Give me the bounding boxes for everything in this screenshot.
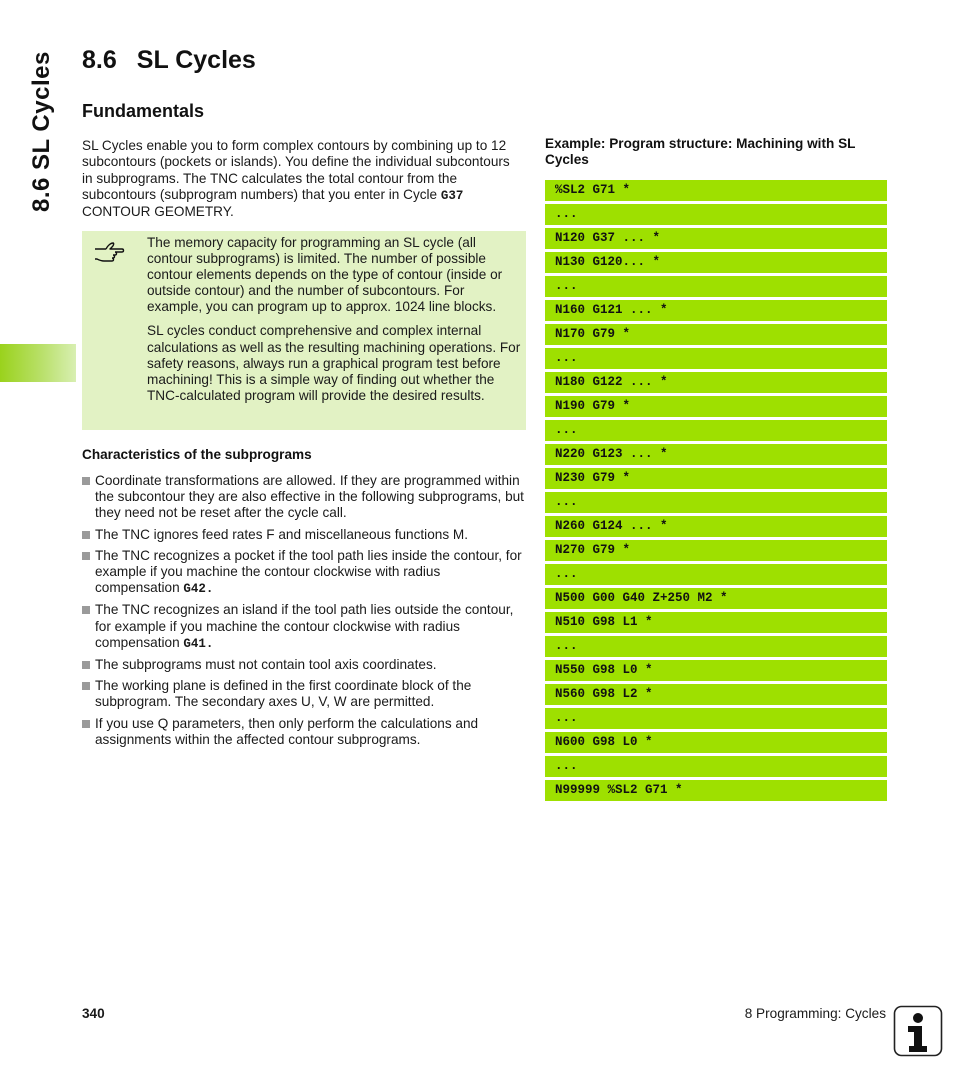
- code-line: ...: [545, 708, 887, 729]
- bullet-square-icon: [82, 477, 90, 485]
- list-item-text: If you use Q parameters, then only perform the calculations and assignments within the affected contour subprograms.: [95, 715, 479, 747]
- code-line: %SL2 G71 *: [545, 180, 887, 201]
- chapter-footer: 8 Programming: Cycles: [744, 1006, 886, 1021]
- code-line: N180 G122 ... *: [545, 372, 887, 393]
- code-line: N170 G79 *: [545, 324, 887, 345]
- list-item-text: Coordinate transformations are allowed. If they are programmed within the subcontour they are also effective in the following subprograms, but they need not be reset after the cycle call.: [95, 473, 524, 521]
- code-line: ...: [545, 276, 887, 297]
- bullet-square-icon: [82, 531, 90, 539]
- note-box: [82, 231, 526, 430]
- note-paragraph: SL cycles conduct comprehensive and complex internal calculations as well as the resulting machining operations. For safety reasons, always run a graphical program test before machining! This is a simple way of finding out whether the TNC-calculated program will provide the desired results.: [147, 323, 521, 403]
- list-item-text: The TNC recognizes a pocket if the tool path lies inside the contour, for example if you machine the contour clockwise with radius compensation: [95, 547, 522, 596]
- code-line: N230 G79 *: [545, 468, 887, 489]
- intro-code: G37: [440, 188, 464, 203]
- list-item-text: The working plane is defined in the first coordinate block of the subprogram. The secondary axes U, V, W are permitted.: [95, 678, 472, 710]
- code-line: N550 G98 L0 *: [545, 660, 887, 681]
- list-item: [82, 473, 526, 522]
- list-item: [82, 716, 526, 748]
- page-number: 340: [82, 1006, 105, 1021]
- side-chapter-tab: [0, 344, 76, 382]
- code-line: ...: [545, 564, 887, 585]
- bullet-square-icon: [82, 606, 90, 614]
- bullet-square-icon: [82, 720, 90, 728]
- list-item: [82, 527, 526, 543]
- code-line: N270 G79 *: [545, 540, 887, 561]
- code-line: ...: [545, 420, 887, 441]
- list-item: [82, 602, 526, 652]
- intro-paragraph: [82, 138, 524, 220]
- bullet-square-icon: [82, 661, 90, 669]
- intro-text: SL Cycles enable you to form complex contours by combining up to 12 subcontours (pockets or islands). You define the individual subcontours in subprograms. The TNC calculates the total contour from the subcontours (subprogram numbers) that you enter in Cycle: [82, 138, 510, 202]
- code-line: N510 G98 L1 *: [545, 612, 887, 633]
- list-item-text: The subprograms must not contain tool axis coordinates.: [95, 657, 437, 673]
- list-item-text: The TNC ignores feed rates F and miscellaneous functions M.: [95, 526, 468, 542]
- section-number: 8.6: [82, 46, 117, 74]
- bullet-square-icon: [82, 682, 90, 690]
- intro-text-end: CONTOUR GEOMETRY.: [82, 204, 234, 220]
- code-line: N130 G120... *: [545, 252, 887, 273]
- code-line: N190 G79 *: [545, 396, 887, 417]
- side-chapter-title: 8.6 SL Cycles: [28, 51, 55, 212]
- list-item-code: G42.: [183, 582, 214, 597]
- code-line: N260 G124 ... *: [545, 516, 887, 537]
- code-line: ...: [545, 636, 887, 657]
- code-line: ...: [545, 204, 887, 225]
- code-line: N600 G98 L0 *: [545, 732, 887, 753]
- code-line: N500 G00 G40 Z+250 M2 *: [545, 588, 887, 609]
- code-line: N560 G98 L2 *: [545, 684, 887, 705]
- list-item: [82, 548, 526, 598]
- section-title-text: SL Cycles: [136, 46, 256, 74]
- code-line: ...: [545, 756, 887, 777]
- list-item: [82, 678, 526, 710]
- bullet-square-icon: [82, 552, 90, 560]
- list-item-text: The TNC recognizes an island if the tool path lies outside the contour, for example if you machine the contour clockwise with radius compensation: [95, 602, 514, 650]
- code-line: N160 G121 ... *: [545, 300, 887, 321]
- example-heading: Example: Program structure: Machining with SL Cycles: [545, 136, 856, 167]
- note-paragraph: The memory capacity for programming an SL cycle (all contour subprograms) is limited. The number of possible contour elements depends on the type of contour (inside or outside contour) and the number of subcontours. For example, you can program up to approx. 1024 line blocks.: [147, 235, 503, 315]
- code-line: ...: [545, 348, 887, 369]
- note-text: [147, 235, 522, 412]
- info-icon: [893, 1005, 943, 1057]
- code-line: N99999 %SL2 G71 *: [545, 780, 887, 801]
- section-title: [82, 46, 256, 75]
- code-line: N120 G37 ... *: [545, 228, 887, 249]
- characteristics-list: [82, 473, 526, 753]
- subsection-title: Fundamentals: [82, 101, 205, 121]
- list-item-code: G41.: [183, 636, 214, 651]
- list-item: [82, 657, 526, 673]
- program-code-listing: [545, 180, 887, 804]
- characteristics-heading: Characteristics of the subprograms: [82, 447, 312, 462]
- pointing-hand-icon: [93, 240, 125, 266]
- code-line: N220 G123 ... *: [545, 444, 887, 465]
- code-line: ...: [545, 492, 887, 513]
